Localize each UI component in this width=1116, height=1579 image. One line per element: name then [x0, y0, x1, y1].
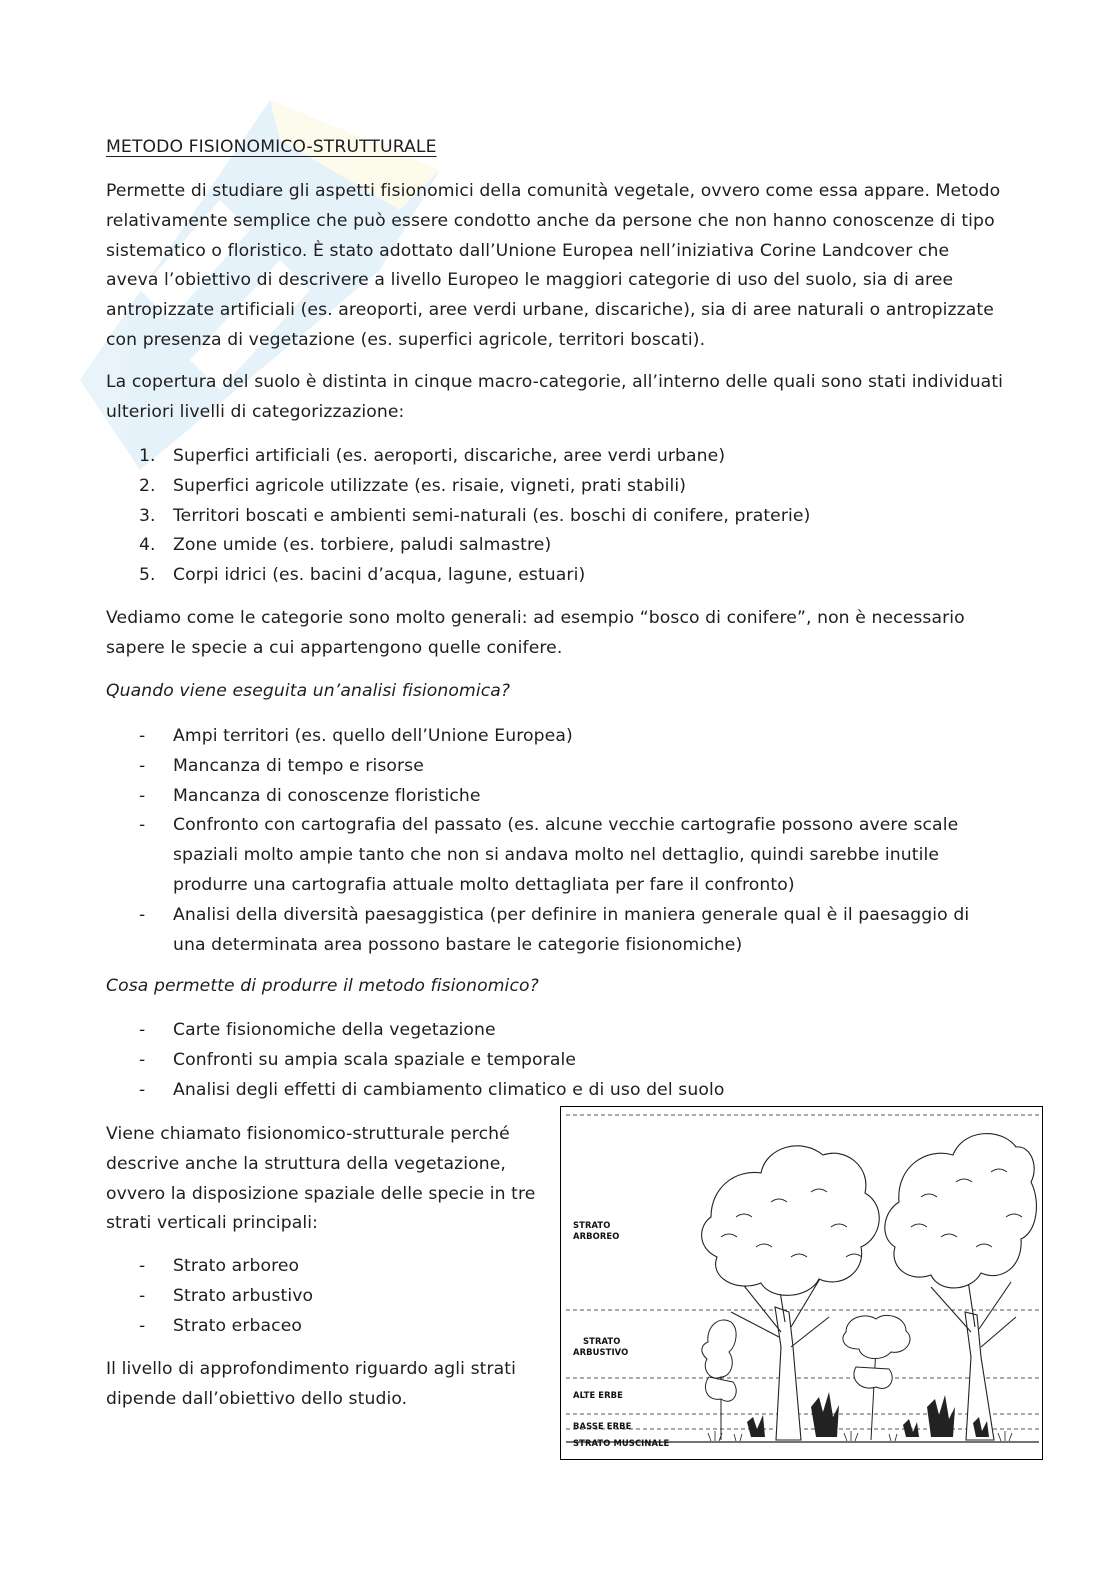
general-paragraph: Vediamo come le categorie sono molto generali: ad esempio “bosco di conifere”, non è necessario sapere le specie a cui appartengono quelle conifere.: [106, 608, 965, 658]
list-item: - Confronto con cartografia del passato (es. alcune vecchie cartografie possono avere scale spaziali molto ampie tanto che non si andava molto nel dettaglio, quindi sarebbe inutile produrre una cartografia attuale molto dettagliata per fare il confronto): [139, 815, 959, 895]
label-arbustivo-2: ARBUSTIVO: [573, 1347, 629, 1357]
strata-illustration: [561, 1107, 1041, 1458]
list-item: - Strato arboreo: [139, 1256, 300, 1276]
list-item: 5. Corpi idrici (es. bacini d’acqua, lagune, estuari): [139, 565, 586, 586]
list-item: - Mancanza di tempo e risorse: [139, 755, 424, 776]
coverage-paragraph: La copertura del suolo è distinta in cinque macro-categorie, all’interno delle quali sono stati individuati ulteriori livelli di categorizzazione:: [106, 372, 1004, 422]
label-arbustivo-1: STRATO: [583, 1336, 621, 1346]
when-list: [106, 722, 986, 960]
label-arboreo-1: STRATO: [573, 1220, 611, 1230]
list-item: - Analisi della diversità paesaggistica (per definire in maniera generale qual è il paesaggio di una determinata area possono bastare le categorie fisionomiche): [139, 904, 970, 955]
label-basse-erbe: BASSE ERBE: [573, 1421, 632, 1431]
label-arboreo-2: ARBOREO: [573, 1231, 620, 1241]
list-item: 3. Territori boscati e ambienti semi-naturali (es. boschi di conifere, praterie): [139, 505, 811, 526]
list-item: 2. Superfici agricole utilizzate (es. risaie, vigneti, prati stabili): [139, 475, 687, 496]
list-item: - Confronti su ampia scala spaziale e temporale: [139, 1049, 577, 1070]
structure-paragraph: Viene chiamato fisionomico-strutturale perché descrive anche la struttura della vegetazione, ovvero la disposizione spaziale delle specie in tre strati verticali principali:: [106, 1124, 536, 1234]
vegetation-strata-figure: [560, 1106, 1043, 1460]
page-title: METODO FISIONOMICO-STRUTTURALE: [106, 137, 437, 157]
label-alte-erbe: ALTE ERBE: [573, 1390, 623, 1400]
category-list: [106, 442, 1006, 591]
list-item: 4. Zone umide (es. torbiere, paludi salmastre): [139, 535, 552, 556]
list-item: - Strato erbaceo: [139, 1315, 302, 1336]
list-item: - Analisi degli effetti di cambiamento climatico e di uso del suolo: [139, 1079, 725, 1100]
list-item: - Carte fisionomiche della vegetazione: [139, 1020, 496, 1040]
tree-icon: [885, 1134, 1037, 1440]
question-produce: Cosa permette di produrre il metodo fisionomico?: [106, 976, 539, 996]
list-item: 1. Superfici artificiali (es. aeroporti, discariche, aree verdi urbane): [139, 446, 726, 466]
list-item: - Strato arbustivo: [139, 1285, 314, 1306]
depth-paragraph: Il livello di approfondimento riguardo agli strati dipende dall’obiettivo dello studio.: [106, 1359, 517, 1409]
label-muscinale: STRATO MUSCINALE: [573, 1438, 670, 1448]
list-item: - Ampi territori (es. quello dell’Unione Europea): [139, 726, 573, 746]
strata-list: [106, 1252, 536, 1341]
produce-list: [106, 1016, 1006, 1105]
intro-paragraph: Permette di studiare gli aspetti fisionomici della comunità vegetale, ovvero come essa appare. Metodo relativamente semplice che può essere condotto anche da persone che non hanno conoscenze di tipo sistematico o floristico. È stato adottato dall’Unione Europea nell’iniziativa Corine Landcover che aveva l’obiettivo di descrivere a livello Europeo le maggiori categorie di uso del suolo, sia di aree antropizzate artificiali (es. areoporti, aree verdi urbane, discariche), sia di aree naturali o antropizzate con presenza di vegetazione (es. superfici agricole, territori boscati).: [106, 181, 1001, 350]
question-when: Quando viene eseguita un’analisi fisionomica?: [106, 681, 511, 701]
list-item: - Mancanza di conoscenze floristiche: [139, 785, 481, 806]
